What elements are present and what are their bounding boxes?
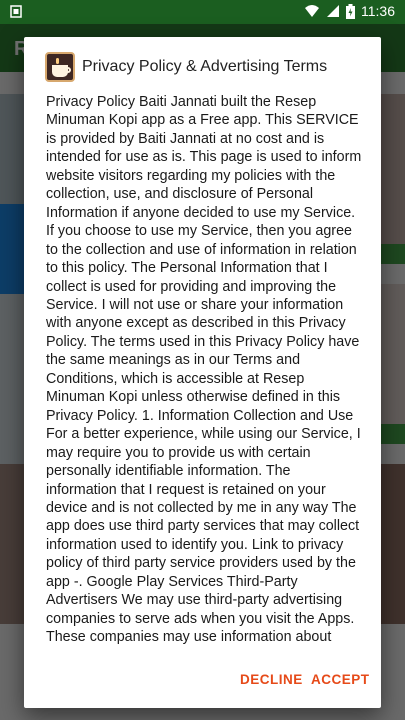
accept-button[interactable]: ACCEPT [311, 669, 370, 689]
status-icons [304, 3, 395, 19]
battery-icon [346, 4, 355, 19]
privacy-dialog [24, 37, 381, 708]
dialog-title: Privacy Policy & Advertising Terms [82, 58, 328, 75]
status-bar [0, 0, 405, 24]
dialog-actions [24, 661, 381, 701]
wifi-icon [304, 4, 320, 18]
dialog-header [24, 37, 381, 93]
decline-button[interactable]: DECLINE [240, 669, 303, 689]
notification-icon [10, 5, 22, 18]
status-time: 11:36 [361, 3, 395, 19]
app-logo-icon [45, 52, 75, 82]
cellular-icon [326, 4, 340, 18]
privacy-policy-text[interactable]: Privacy Policy Baiti Jannati built the Resep Minuman Kopi app as a Free app. This SERVICE is provided by Baiti Jannati at no cost and is intended for use as is. This page is used to inform website visitors regarding my policies with the collection, use, and disclosure of Personal Information if anyone decided to use my Service. If you choose to use my Service, then you agree to the collection and use of information in relation to this policy. The Personal Information that I collect is used for providing and improving the Service. I will not use or share your information with anyone except as described in this Privacy Policy. The terms used in this Privacy Policy have the same meanings as in our Terms and Conditions, which is accessible at Resep Minuman Kopi unless otherwise defined in this Privacy Policy. 1. Information Collection and Use For a better experience, while using our Service, I may require you to provide us with certain personally identifiable information. The information that I request is retained on your device and is not collected by me in any way The app does use third party services that may collect information used to identify you. Link to privacy policy of third party service providers used by the app -. Google Play Services Third-Party Advertisers We may use third-party advertising companies to serve ads when you visit the Apps. These companies may use information about [46, 94, 362, 646]
